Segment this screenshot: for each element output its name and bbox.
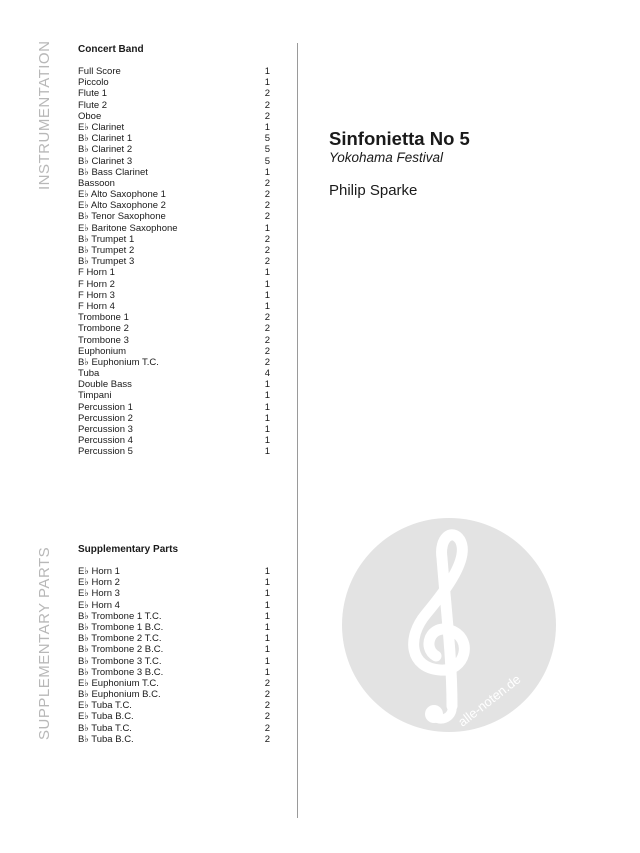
part-name: B♭ Tuba T.C. xyxy=(78,722,132,734)
part-quantity: 1 xyxy=(264,666,270,678)
supplementary-part-row xyxy=(78,723,270,734)
part-quantity: 2 xyxy=(264,334,270,346)
part-name: F Horn 2 xyxy=(78,278,115,290)
part-name: B♭ Trombone 3 T.C. xyxy=(78,655,162,667)
concert-band-part-row xyxy=(78,335,270,346)
part-name: E♭ Horn 1 xyxy=(78,566,120,577)
concert-band-part-row xyxy=(78,357,270,368)
concert-band-part-row xyxy=(78,379,270,390)
supplementary-part-row xyxy=(78,566,270,577)
part-name: E♭ Alto Saxophone 2 xyxy=(78,200,166,212)
part-quantity: 5 xyxy=(264,155,270,167)
concert-band-part-row xyxy=(78,133,270,144)
part-quantity: 1 xyxy=(264,446,270,458)
part-name: E♭ Clarinet xyxy=(78,121,125,133)
part-name: B♭ Euphonium T.C. xyxy=(78,356,159,368)
part-name: F Horn 4 xyxy=(78,300,115,312)
part-name: B♭ Clarinet 1 xyxy=(78,133,133,145)
part-quantity: 1 xyxy=(264,566,270,577)
part-name: Trombone 1 xyxy=(78,312,129,324)
watermark-text: alle-noten.de xyxy=(454,671,524,730)
part-quantity: 2 xyxy=(264,189,270,201)
concert-band-part-row xyxy=(78,200,270,211)
part-quantity: 2 xyxy=(264,256,270,268)
part-quantity: 4 xyxy=(264,368,270,380)
part-quantity: 2 xyxy=(264,200,270,212)
part-quantity: 1 xyxy=(264,66,270,77)
part-quantity: 1 xyxy=(264,424,270,435)
supplementary-part-row xyxy=(78,577,270,588)
part-quantity: 2 xyxy=(264,99,270,111)
part-quantity: 1 xyxy=(264,289,270,301)
part-quantity: 2 xyxy=(264,722,270,734)
part-name: Flute 2 xyxy=(78,99,108,111)
concert-band-part-row xyxy=(78,66,270,77)
part-name: B♭ Trombone 1 B.C. xyxy=(78,621,164,633)
part-name: B♭ Trumpet 1 xyxy=(78,233,135,245)
concert-band-part-row xyxy=(78,290,270,301)
part-name: F Horn 3 xyxy=(78,289,115,301)
supplementary-part-row xyxy=(78,711,270,722)
concert-band-part-row xyxy=(78,413,270,424)
concert-band-part-row xyxy=(78,301,270,312)
concert-band-part-row xyxy=(78,167,270,178)
part-quantity: 1 xyxy=(264,644,270,656)
concert-band-part-row xyxy=(78,144,270,155)
part-quantity: 2 xyxy=(264,110,270,122)
supplementary-part-row xyxy=(78,678,270,689)
part-quantity: 1 xyxy=(264,610,270,622)
part-name: Tuba xyxy=(78,368,100,380)
part-name: B♭ Trombone 2 T.C. xyxy=(78,633,162,645)
part-name: Full Score xyxy=(78,66,121,77)
concert-band-part-row xyxy=(78,346,270,357)
part-quantity: 1 xyxy=(264,77,270,89)
part-quantity: 1 xyxy=(264,267,270,279)
part-name: E♭ Tuba T.C. xyxy=(78,700,132,712)
treble-clef-watermark xyxy=(342,518,556,732)
concert-band-part-row xyxy=(78,446,270,457)
composer-name: Philip Sparke xyxy=(329,182,418,199)
part-name: Euphonium xyxy=(78,345,127,357)
supplementary-part-row xyxy=(78,644,270,655)
supplementary-part-row xyxy=(78,667,270,678)
work-subtitle: Yokohama Festival xyxy=(329,150,444,165)
part-quantity: 2 xyxy=(264,345,270,357)
part-name: E♭ Horn 2 xyxy=(78,577,120,589)
part-name: Percussion 3 xyxy=(78,424,133,435)
supplementary-part-row xyxy=(78,689,270,700)
part-quantity: 1 xyxy=(264,412,270,424)
work-title: Sinfonietta No 5 xyxy=(329,128,470,149)
part-quantity: 1 xyxy=(264,435,270,447)
concert-band-part-row xyxy=(78,368,270,379)
part-quantity: 2 xyxy=(264,356,270,368)
part-quantity: 1 xyxy=(264,379,270,391)
part-name: F Horn 1 xyxy=(78,267,115,279)
supplementary-part-row xyxy=(78,734,270,745)
supplementary-part-row xyxy=(78,622,270,633)
part-quantity: 2 xyxy=(264,312,270,324)
part-name: B♭ Euphonium B.C. xyxy=(78,689,161,701)
concert-band-part-row xyxy=(78,156,270,167)
part-quantity: 2 xyxy=(264,177,270,189)
part-name: Trombone 2 xyxy=(78,323,129,335)
concert-band-part-row xyxy=(78,122,270,133)
concert-band-part-row xyxy=(78,323,270,334)
part-name: B♭ Clarinet 2 xyxy=(78,144,133,156)
vertical-divider xyxy=(297,43,298,818)
supplementary-parts-side-label: SUPPLEMENTARY PARTS xyxy=(36,546,53,740)
part-name: B♭ Tuba B.C. xyxy=(78,733,134,745)
part-quantity: 5 xyxy=(264,133,270,145)
part-quantity: 2 xyxy=(264,211,270,223)
concert-band-part-row xyxy=(78,267,270,278)
part-name: B♭ Clarinet 3 xyxy=(78,155,133,167)
part-quantity: 1 xyxy=(264,278,270,290)
concert-band-part-row xyxy=(78,424,270,435)
part-quantity: 2 xyxy=(264,245,270,256)
supplementary-part-row xyxy=(78,633,270,644)
supplementary-parts-list xyxy=(78,566,270,745)
supplementary-part-row xyxy=(78,588,270,599)
part-quantity: 1 xyxy=(264,401,270,413)
part-quantity: 5 xyxy=(264,144,270,156)
part-quantity: 2 xyxy=(264,677,270,689)
concert-band-part-row xyxy=(78,402,270,413)
concert-band-part-row xyxy=(78,77,270,88)
part-quantity: 2 xyxy=(264,88,270,100)
part-name: B♭ Trumpet 3 xyxy=(78,256,135,268)
part-quantity: 1 xyxy=(264,300,270,312)
part-name: B♭ Trombone 2 B.C. xyxy=(78,644,164,656)
part-name: E♭ Alto Saxophone 1 xyxy=(78,189,166,201)
part-name: E♭ Horn 4 xyxy=(78,599,120,611)
part-quantity: 2 xyxy=(264,233,270,245)
part-quantity: 1 xyxy=(264,655,270,667)
concert-band-part-row xyxy=(78,100,270,111)
part-name: Percussion 4 xyxy=(78,435,133,447)
part-name: Oboe xyxy=(78,110,102,122)
concert-band-part-row xyxy=(78,223,270,234)
part-name: B♭ Trumpet 2 xyxy=(78,245,135,256)
concert-band-part-row xyxy=(78,111,270,122)
part-quantity: 1 xyxy=(264,390,270,402)
part-name: Percussion 1 xyxy=(78,401,133,413)
concert-band-part-row xyxy=(78,178,270,189)
part-name: Piccolo xyxy=(78,77,109,89)
part-quantity: 1 xyxy=(264,121,270,133)
part-name: Trombone 3 xyxy=(78,334,129,346)
concert-band-list xyxy=(78,66,270,458)
part-name: E♭ Horn 3 xyxy=(78,588,120,600)
supplementary-part-row xyxy=(78,600,270,611)
part-quantity: 2 xyxy=(264,700,270,712)
part-name: B♭ Trombone 3 B.C. xyxy=(78,666,164,678)
supplementary-part-row xyxy=(78,611,270,622)
part-name: Double Bass xyxy=(78,379,132,391)
clef-tail-dot xyxy=(425,705,443,723)
part-name: E♭ Tuba B.C. xyxy=(78,711,134,723)
part-quantity: 2 xyxy=(264,323,270,335)
part-name: B♭ Bass Clarinet xyxy=(78,166,148,178)
concert-band-part-row xyxy=(78,211,270,222)
concert-band-part-row xyxy=(78,234,270,245)
part-name: Percussion 5 xyxy=(78,446,133,458)
concert-band-part-row xyxy=(78,312,270,323)
concert-band-part-row xyxy=(78,435,270,446)
part-name: Flute 1 xyxy=(78,88,108,100)
concert-band-part-row xyxy=(78,189,270,200)
part-quantity: 1 xyxy=(264,588,270,600)
supplementary-part-row xyxy=(78,700,270,711)
supplementary-part-row xyxy=(78,656,270,667)
part-quantity: 1 xyxy=(264,599,270,611)
concert-band-part-row xyxy=(78,245,270,256)
part-name: B♭ Tenor Saxophone xyxy=(78,211,166,223)
concert-band-part-row xyxy=(78,390,270,401)
part-quantity: 1 xyxy=(264,633,270,645)
part-quantity: 2 xyxy=(264,689,270,701)
concert-band-heading: Concert Band xyxy=(78,44,144,55)
part-name: E♭ Euphonium T.C. xyxy=(78,677,159,689)
concert-band-part-row xyxy=(78,256,270,267)
part-quantity: 1 xyxy=(264,621,270,633)
part-name: Bassoon xyxy=(78,177,115,189)
part-name: Timpani xyxy=(78,390,112,402)
part-name: B♭ Trombone 1 T.C. xyxy=(78,610,162,622)
part-name: E♭ Baritone Saxophone xyxy=(78,222,178,234)
part-name: Percussion 2 xyxy=(78,412,133,424)
part-quantity: 2 xyxy=(264,733,270,745)
concert-band-part-row xyxy=(78,88,270,99)
instrumentation-side-label: INSTRUMENTATION xyxy=(36,40,53,190)
part-quantity: 1 xyxy=(264,166,270,178)
part-quantity: 1 xyxy=(264,222,270,234)
part-quantity: 2 xyxy=(264,711,270,723)
part-quantity: 1 xyxy=(264,577,270,589)
concert-band-part-row xyxy=(78,279,270,290)
supplementary-parts-heading: Supplementary Parts xyxy=(78,544,179,555)
